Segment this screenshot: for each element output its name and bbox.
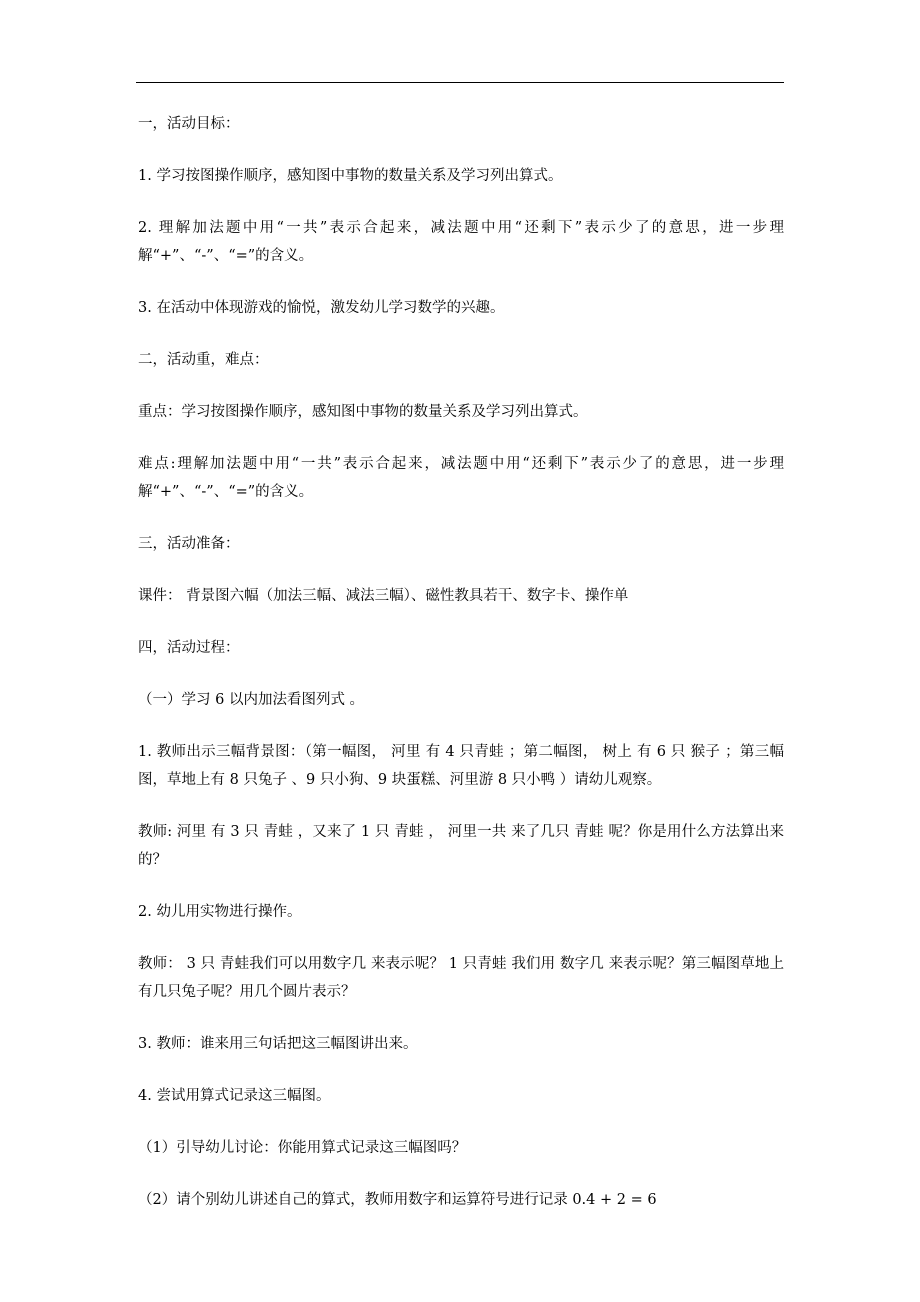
process-step-1: 1. 教师出示三幅背景图：（第一幅图， 河里 有 4 只青蛙 ；第二幅图， 树上 有 6 只 猴子 ；第三幅图，草地上有 8 只兔子 、9 只小狗、9 块蛋糕、河里游 8 只小鸭 ）请幼儿观察。 (138, 744, 784, 788)
header-rule (136, 82, 784, 83)
subsection-heading: （一）学习 6 以内加法看图列式 。 (138, 692, 365, 708)
teacher-question-1: 教师: 河里 有 3 只 青蛙 ，又来了 1 只 青蛙 ， 河里一共 来了几只 青蛙 呢？你是用什么方法算出来的？ (138, 824, 784, 868)
section-heading-key-points: 二，活动重，难点： (138, 352, 269, 368)
preparation-text: 课件： 背景图六幅（加法三幅、减法三幅）、磁性教具若干、数字卡、操作单 (138, 588, 629, 604)
sub-step-1: （1）引导幼儿讨论：你能用算式记录这三幅图吗？ (138, 1140, 467, 1156)
section-heading-goals: 一，活动目标： (138, 116, 240, 132)
section-heading-preparation: 三，活动准备： (138, 536, 240, 552)
process-step-2: 2. 幼儿用实物进行操作。 (138, 904, 302, 920)
section-heading-process: 四，活动过程： (138, 640, 240, 656)
process-step-4: 4. 尝试用算式记录这三幅图。 (138, 1088, 331, 1104)
sub-step-2: （2）请个别幼儿讲述自己的算式，教师用数字和运算符号进行记录 0.4 + 2 = 6 (138, 1192, 657, 1208)
goal-item-2: 2. 理解加法题中用“一共”表示合起来，减法题中用“还剩下”表示少了的意思，进一步理解“+”、“-”、“=”的含义。 (138, 220, 784, 264)
goal-item-1: 1. 学习按图操作顺序，感知图中事物的数量关系及学习列出算式。 (138, 168, 563, 184)
document-body (138, 110, 784, 1238)
teacher-question-2: 教师： 3 只 青蛙我们可以用数字几 来表示呢？ 1 只青蛙 我们用 数字几 来表示呢？第三幅图草地上有几只兔子呢？用几个圆片表示？ (138, 956, 784, 1000)
key-point-text: 重点：学习按图操作顺序，感知图中事物的数量关系及学习列出算式。 (138, 404, 588, 420)
goal-item-3: 3. 在活动中体现游戏的愉悦，激发幼儿学习数学的兴趣。 (138, 300, 505, 316)
process-step-3: 3. 教师：谁来用三句话把这三幅图讲出来。 (138, 1036, 418, 1052)
difficulty-text: 难点:理解加法题中用“一共”表示合起来，减法题中用“还剩下”表示少了的意思，进一步理解“+”、“-”、“=”的含义。 (138, 456, 784, 500)
